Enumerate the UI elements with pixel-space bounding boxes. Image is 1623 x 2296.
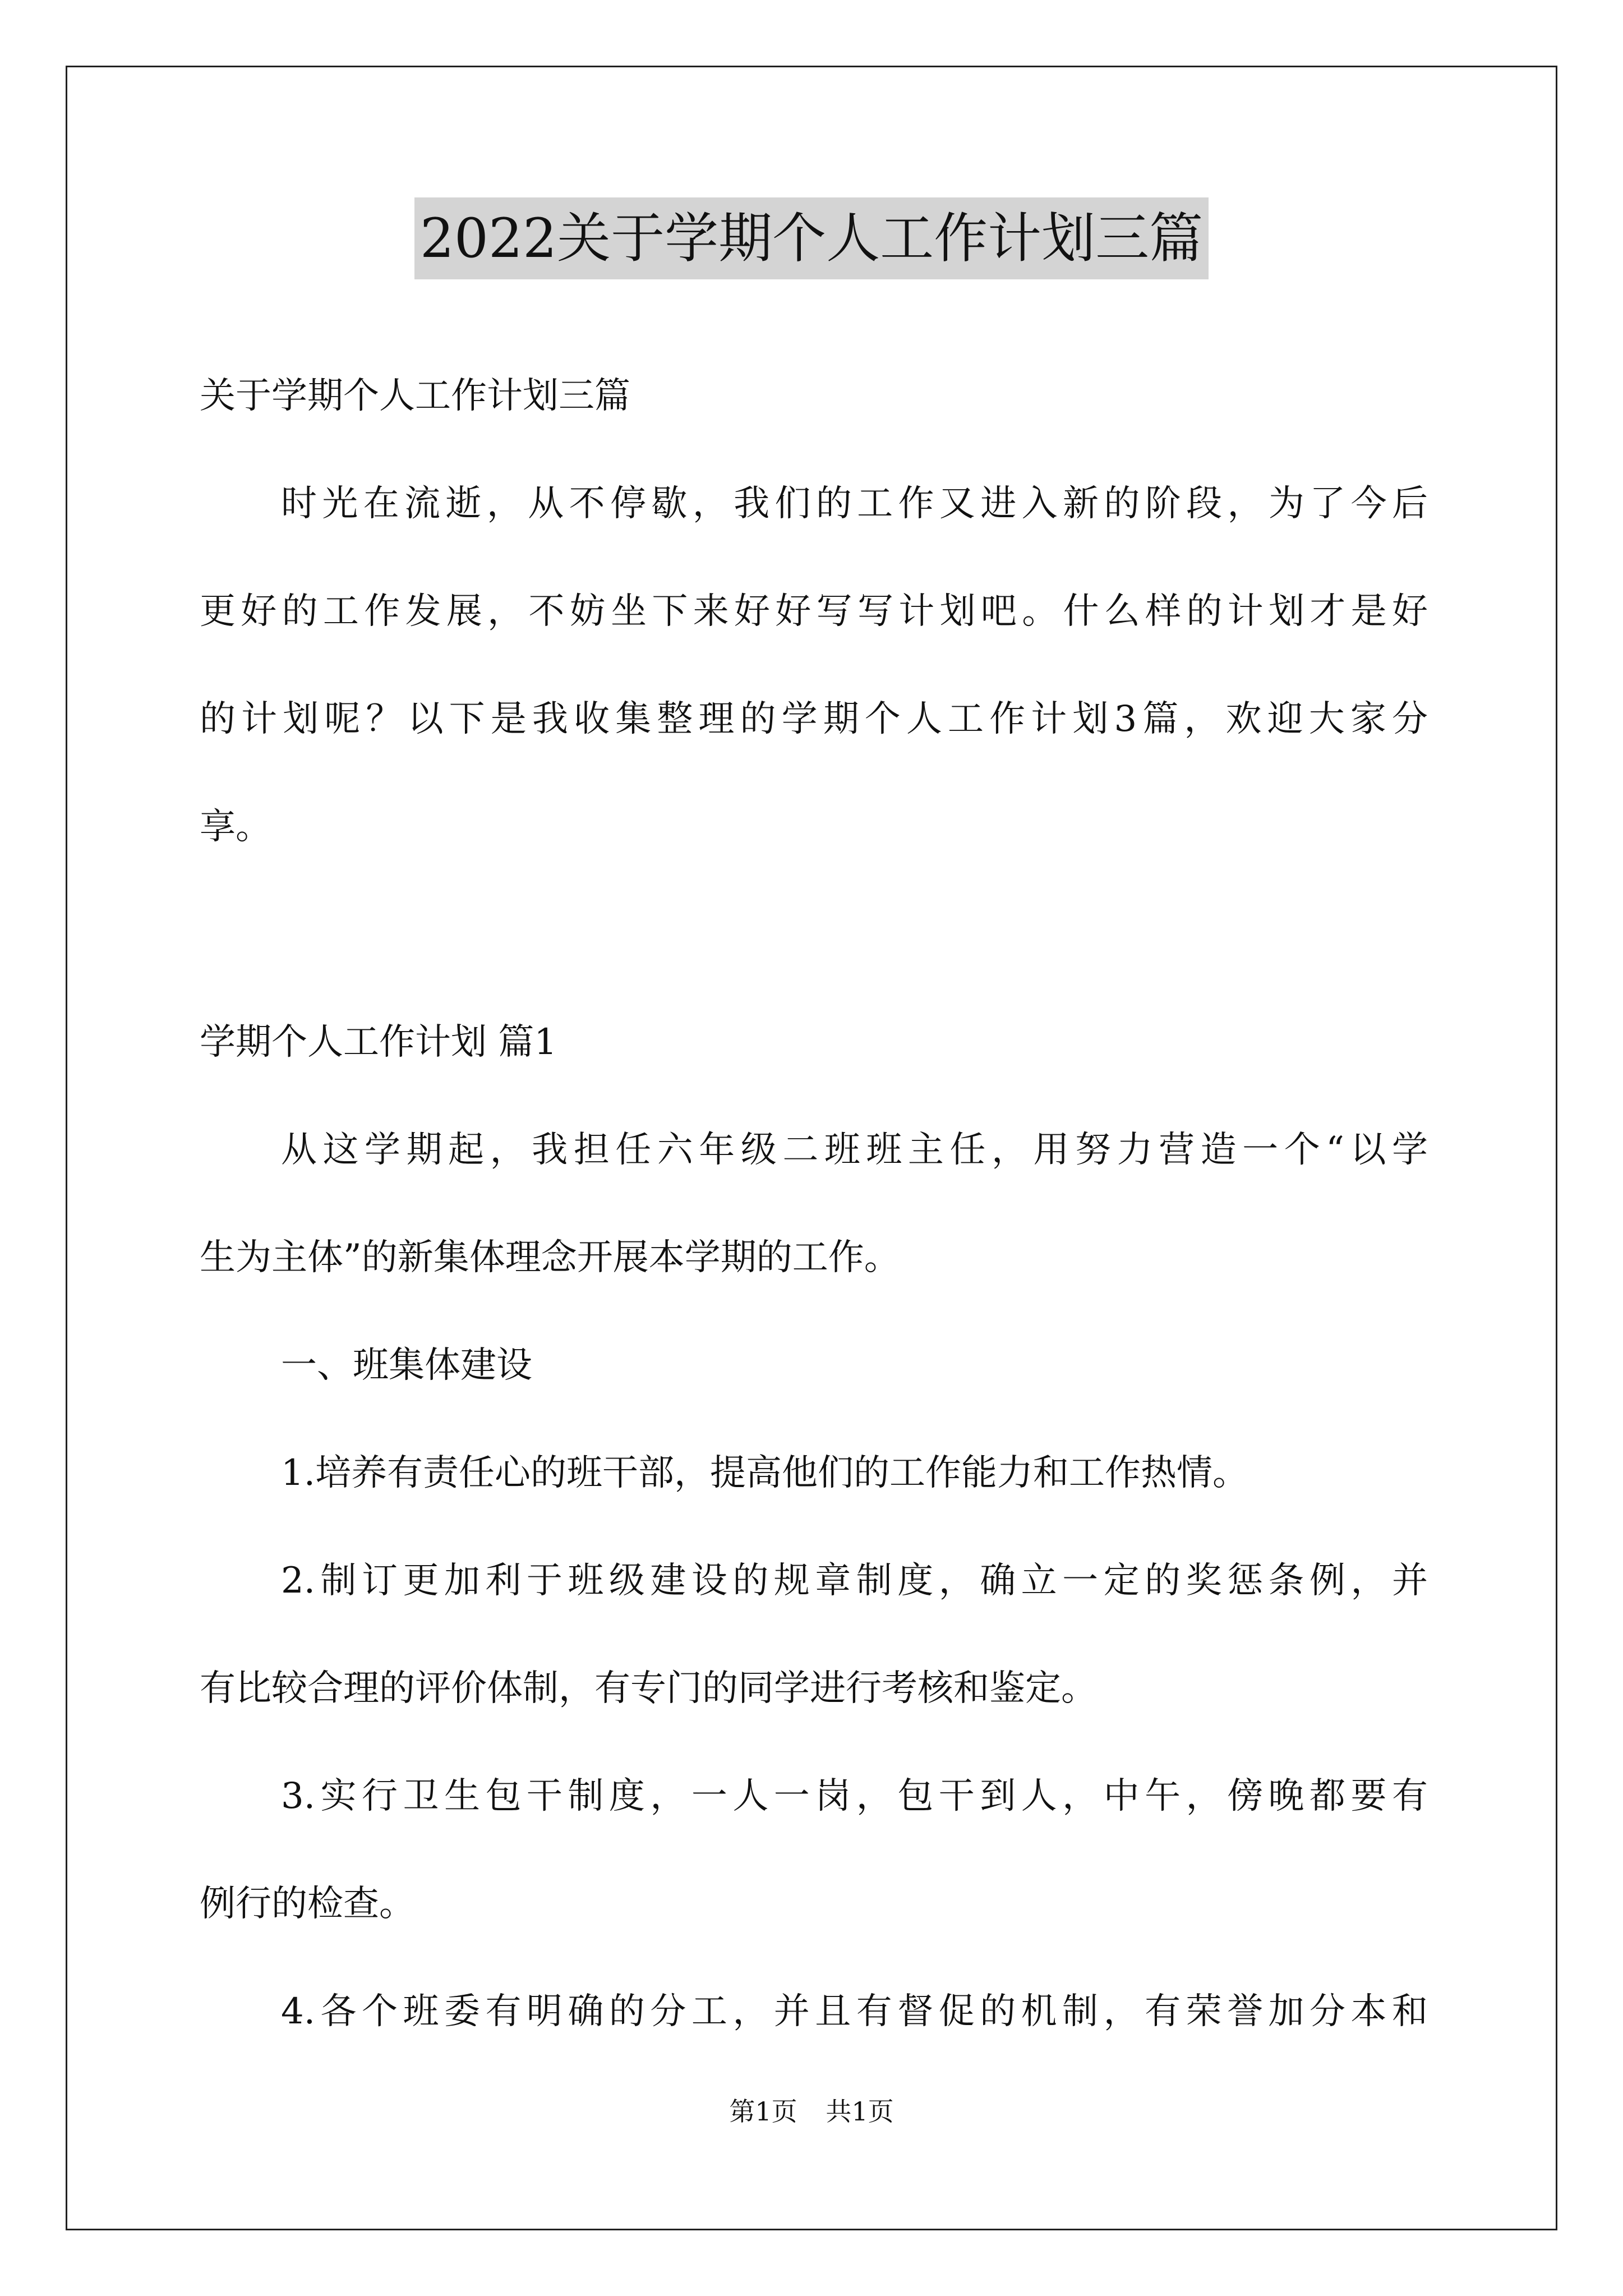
document-title-text: 2022关于学期个人工作计划三篇 xyxy=(414,197,1209,279)
page-footer xyxy=(0,2095,1623,2128)
subtitle-line: 关于学期个人工作计划三篇 xyxy=(200,375,630,417)
paragraph-line: 享。 xyxy=(200,806,271,848)
document-title xyxy=(0,197,1623,279)
list-item-continuation: 有比较合理的评价体制，有专门的同学进行考核和鉴定。 xyxy=(200,1668,1097,1709)
paragraph-line: 的计划呢？以下是我收集整理的学期个人工作计划3篇，欢迎大家分 xyxy=(200,698,1428,740)
list-item-continuation: 例行的检查。 xyxy=(200,1883,415,1925)
list-item: 3.实行卫生包干制度，一人一岗，包干到人，中午，傍晚都要有 xyxy=(281,1775,1428,1817)
paragraph-line: 从这学期起，我担任六年级二班班主任，用努力营造一个“以学 xyxy=(281,1129,1428,1171)
section-heading: 学期个人工作计划 篇1 xyxy=(200,1022,557,1063)
paragraph-line: 生为主体”的新集体理念开展本学期的工作。 xyxy=(200,1237,900,1278)
paragraph-line: 更好的工作发展，不妨坐下来好好写写计划吧。什么样的计划才是好 xyxy=(200,591,1428,632)
page-number: 第1页 xyxy=(729,2096,797,2127)
paragraph-line: 时光在流逝，从不停歇，我们的工作又进入新的阶段，为了今后 xyxy=(281,483,1428,524)
page-total: 共1页 xyxy=(826,2096,894,2127)
list-item: 4.各个班委有明确的分工，并且有督促的机制，有荣誉加分本和 xyxy=(281,1991,1428,2032)
subsection-heading: 一、班集体建设 xyxy=(281,1345,532,1386)
list-item: 2.制订更加利于班级建设的规章制度，确立一定的奖惩条例，并 xyxy=(281,1560,1428,1602)
document-body xyxy=(200,342,1428,2065)
list-item: 1.培养有责任心的班干部，提高他们的工作能力和工作热情。 xyxy=(281,1452,1249,1494)
